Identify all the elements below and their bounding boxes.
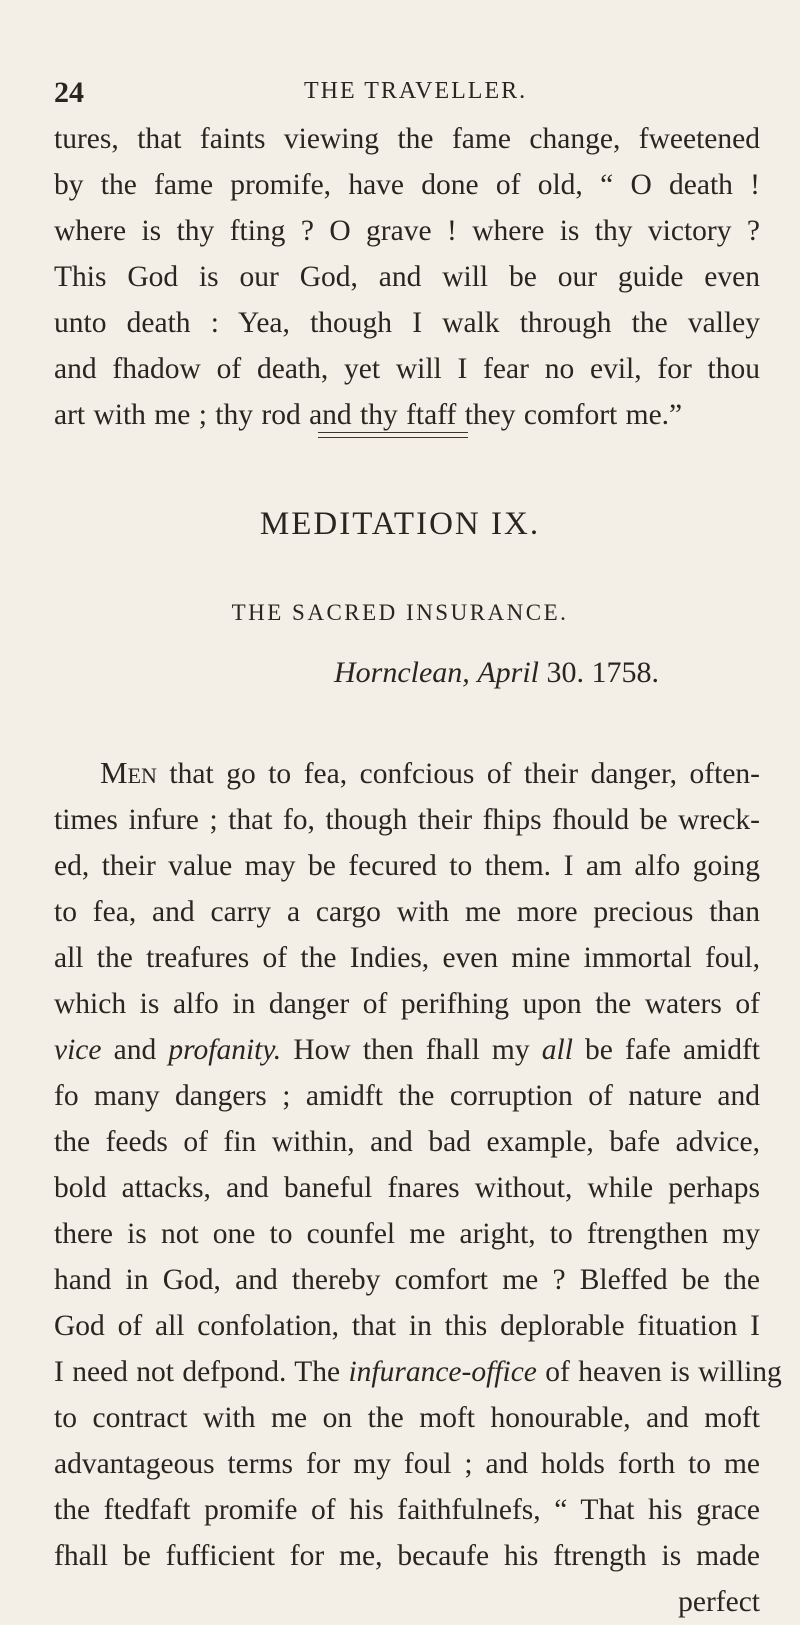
text-line: God of all confolation, that in this deplorable fituation I <box>54 1310 760 1342</box>
text-fragment: I need not defpond. The <box>54 1356 349 1388</box>
text-line: advantageous terms for my foul ; and holds forth to me <box>54 1448 760 1480</box>
text-line <box>54 1349 782 1395</box>
running-title: THE TRAVELLER. <box>304 78 528 104</box>
text-line: to fea, and carry a cargo with me more precious than <box>54 896 760 928</box>
text-line: unto death : Yea, though I walk through the valley <box>54 307 760 339</box>
page-number: 24 <box>54 76 84 109</box>
text-fragment: that go to fea, confcious of their danger, often- <box>156 758 760 790</box>
text-line: fhall be fufficient for me, becaufe his ftrength is made <box>54 1540 760 1572</box>
text-line: to contract with me on the moft honourable, and moft <box>54 1402 760 1434</box>
meditation-subtitle: THE SACRED INSURANCE. <box>231 600 569 625</box>
opening-word: Men <box>100 755 157 790</box>
text-fragment: and <box>101 1034 169 1066</box>
text-line: ed, their value may be fecured to them. I am alfo going <box>54 850 760 882</box>
text-line: times infure ; that fo, though their fhips fhould be wreck- <box>54 804 760 836</box>
upper-paragraph <box>54 116 760 438</box>
text-line: This God is our God, and will be our guide even <box>54 261 760 293</box>
running-head <box>54 76 760 109</box>
text-line: tures, that faints viewing the fame change, fweetened <box>54 123 760 155</box>
text-line <box>54 750 760 797</box>
text-line: by the fame promife, have done of old, “ O death ! <box>54 169 760 201</box>
text-line <box>54 1027 760 1073</box>
meditation-title: MEDITATION IX. <box>259 506 541 542</box>
italic-word: vice <box>54 1034 102 1066</box>
text-line: fo many dangers ; amidft the corruption of nature and <box>54 1080 760 1112</box>
text-line: all the treafures of the Indies, even mine immortal foul, <box>54 942 760 974</box>
text-fragment: be fafe amidft <box>572 1034 761 1066</box>
text-line: and fhadow of death, yet will I fear no evil, for thou <box>54 353 760 385</box>
text-line: bold attacks, and baneful fnares without, while perhaps <box>54 1172 760 1204</box>
dateline <box>334 656 659 690</box>
text-line: the ftedfaft promife of his faithfulnefs, “ That his grace <box>54 1494 760 1526</box>
section-rule <box>318 432 468 433</box>
text-line: which is alfo in danger of perifhing upon the waters of <box>54 988 760 1020</box>
italic-word: infurance-office <box>348 1356 537 1388</box>
italic-word: all <box>541 1034 573 1066</box>
text-line: hand in God, and thereby comfort me ? Bleffed be the <box>54 1264 760 1296</box>
meditation-body <box>54 750 782 1625</box>
dateline-date: 30. 1758. <box>538 656 659 689</box>
catchword: perfect <box>678 1586 760 1618</box>
text-fragment: of heaven is willing <box>536 1356 782 1388</box>
dateline-place: Hornclean, <box>334 656 470 689</box>
section-rule <box>318 437 468 438</box>
dateline-month: April <box>477 656 539 689</box>
text-line: the feeds of fin within, and bad example, bafe advice, <box>54 1126 760 1158</box>
italic-word: profanity. <box>168 1034 282 1066</box>
text-fragment: How then fhall my <box>281 1034 542 1066</box>
text-line: where is thy fting ? O grave ! where is thy victory ? <box>54 215 760 247</box>
text-line: art with me ; thy rod and thy ftaff they comfort me.” <box>54 399 683 431</box>
text-line: there is not one to counfel me aright, to ftrengthen my <box>54 1218 760 1250</box>
